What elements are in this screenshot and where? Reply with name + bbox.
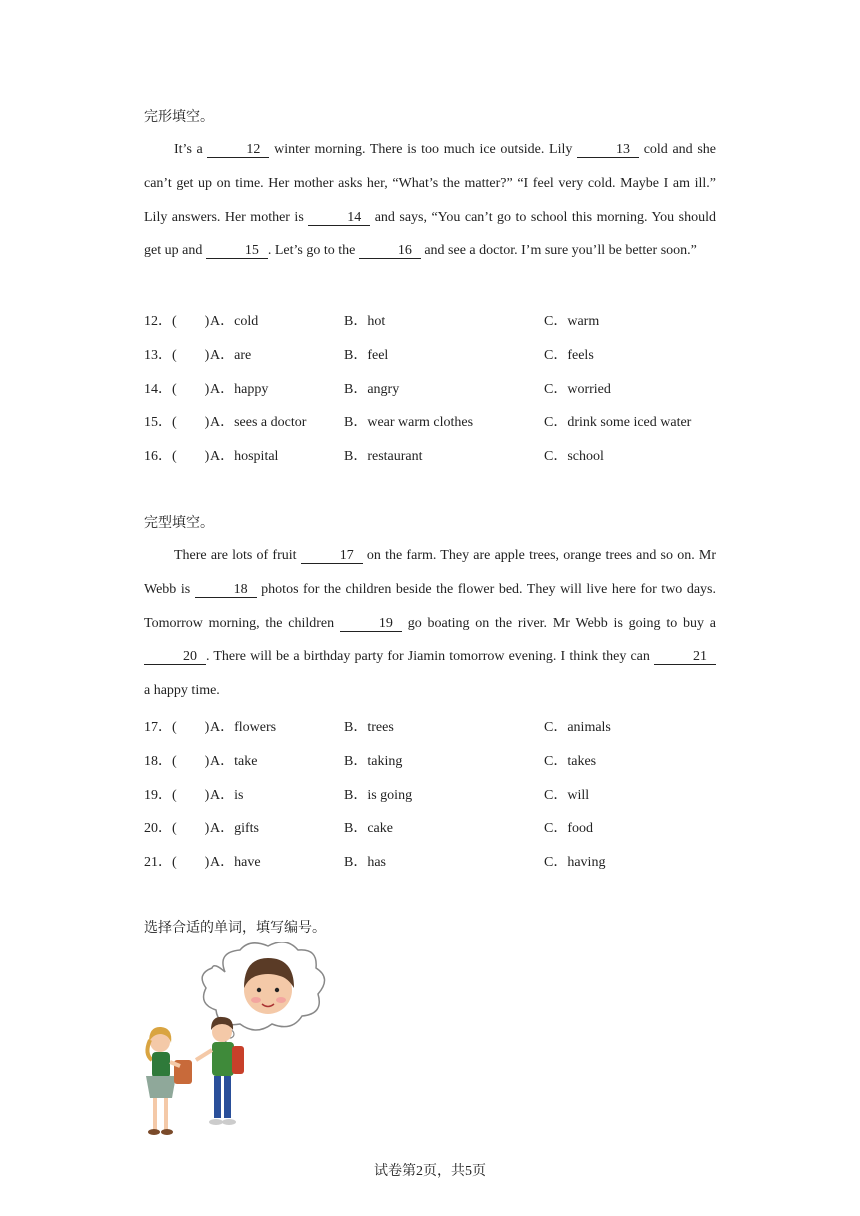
- option-a: A．is: [210, 787, 244, 803]
- question-number: 16．( ): [144, 449, 210, 465]
- boy-icon: [196, 1017, 244, 1125]
- option-b: B．trees: [344, 720, 394, 735]
- answer-blank: 20: [144, 649, 206, 665]
- option-b: B．angry: [344, 381, 400, 397]
- passage-text: winter morning. There is too much ice outside. Lily: [269, 142, 578, 157]
- option-b: B．feel: [344, 347, 389, 363]
- answer-blank: 16: [359, 243, 421, 259]
- passage-text: . There will be a birthday party for Jiamin tomorrow evening. I think they can: [206, 649, 654, 665]
- option-c: C．food: [544, 821, 593, 837]
- option-a: A．flowers: [210, 720, 277, 735]
- page-footer: 试卷第2页，共5页: [374, 1164, 486, 1179]
- option-b: B．is going: [344, 787, 413, 803]
- question-number: 13．( ): [144, 347, 210, 363]
- passage-text: . Let’s go to the: [267, 243, 359, 259]
- option-b: B．restaurant: [344, 449, 423, 465]
- question-number: 20．( ): [144, 821, 210, 837]
- section2-heading: 完型填空。: [144, 516, 214, 531]
- option-a: A．cold: [210, 314, 259, 329]
- option-b: B．cake: [344, 821, 393, 837]
- section2-passage: [144, 539, 716, 708]
- passage-text: a happy time.: [144, 683, 220, 699]
- answer-blank: 17: [301, 548, 363, 564]
- option-b: B．taking: [344, 753, 403, 769]
- option-c: C．warm: [544, 314, 600, 329]
- answer-blank: 14: [308, 210, 370, 226]
- section1-heading: 完形填空。: [144, 110, 214, 125]
- option-b: B．has: [344, 855, 386, 871]
- passage-text: photos for the children beside the flower bed. They will live here for two days. Tomorrow morning, the children: [144, 581, 716, 631]
- option-a: A．happy: [210, 381, 269, 397]
- option-a: A．take: [210, 753, 258, 769]
- option-a: A．have: [210, 855, 261, 871]
- answer-blank: 19: [340, 616, 402, 632]
- question-number: 12．( ): [144, 314, 210, 329]
- question-number: 18．( ): [144, 753, 210, 769]
- section1-passage: [144, 133, 716, 268]
- passage-text: There are lots of fruit: [174, 548, 301, 563]
- option-b: B．wear warm clothes: [344, 415, 474, 431]
- children-thinking-illustration: [140, 942, 340, 1147]
- option-a: A．sees a doctor: [210, 415, 307, 431]
- option-a: A．gifts: [210, 821, 259, 837]
- option-c: C．drink some iced water: [544, 415, 692, 431]
- passage-text: and says, “You can’t go to school this morning. You should get up and: [144, 209, 716, 259]
- answer-blank: 18: [195, 582, 257, 598]
- answer-blank: 21: [654, 649, 716, 665]
- answer-blank: 13: [577, 142, 639, 158]
- option-c: C．worried: [544, 381, 611, 397]
- section3-heading: 选择合适的单词，填写编号。: [144, 921, 326, 936]
- answer-blank: 15: [206, 243, 268, 259]
- option-c: C．animals: [544, 720, 611, 735]
- option-c: C．having: [544, 855, 606, 871]
- answer-blank: 12: [207, 142, 269, 158]
- question-number: 17．( ): [144, 720, 210, 735]
- option-c: C．takes: [544, 753, 597, 769]
- question-number: 15．( ): [144, 415, 210, 431]
- question-number: 21．( ): [144, 855, 210, 871]
- option-c: C．feels: [544, 347, 594, 363]
- option-c: C．school: [544, 449, 604, 465]
- passage-text: It’s a: [174, 142, 208, 157]
- question-number: 19．( ): [144, 787, 210, 803]
- passage-text: cold and she can’t get up on time. Her mother asks her, “What’s the matter?” “I feel very cold. Maybe I am ill.” Lily answers. Her mother is: [144, 142, 716, 225]
- passage-text: go boating on the river. Mr Webb is going to buy a: [401, 615, 716, 631]
- question-number: 14．( ): [144, 381, 210, 397]
- option-a: A．are: [210, 347, 252, 363]
- option-a: A．hospital: [210, 449, 279, 465]
- option-b: B．hot: [344, 314, 386, 329]
- passage-text: on the farm. They are apple trees, orange trees and so on. Mr Webb is: [144, 548, 716, 597]
- option-c: C．will: [544, 787, 590, 803]
- passage-text: and see a doctor. I’m sure you’ll be better soon.”: [420, 243, 697, 259]
- girl-icon: [146, 1027, 192, 1135]
